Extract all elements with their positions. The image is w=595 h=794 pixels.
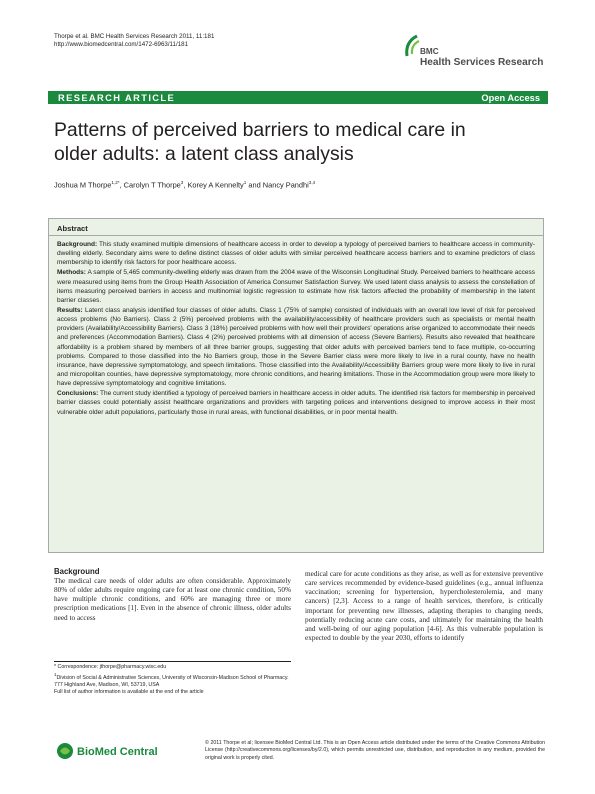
abstract-label: Background: [57, 241, 98, 248]
body-paragraph: The medical care needs of older adults are often considerable. Approximately 80% of older adults require ongoing care for at least one chronic condition, 50% have multiple chronic conditions, and 60% are managing three or more prescription medications [1]. Even in the absence of chronic illness, older adults need to access [54, 577, 291, 622]
biomed-central-logo-icon [56, 741, 186, 761]
article-type-band [48, 91, 548, 104]
journal-logo[interactable] [403, 34, 553, 74]
license-statement: © 2011 Thorpe et al; licensee BioMed Central Ltd. This is an Open Access article distributed under the terms of the Creative Commons Attribution License (http://creativecommons.org/licenses/by/2.0), which permits unrestricted use, distribution, and reproduction in any medium, provided the original work is properly cited. [205, 740, 545, 761]
abstract-heading: Abstract [57, 224, 88, 233]
author-affiliation-mark: 1 [243, 180, 247, 185]
author-affiliation-mark: 1,2* [111, 180, 120, 185]
abstract-label: Conclusions: [57, 390, 99, 398]
abstract-label: Methods: [57, 269, 86, 277]
author-info-note: Full list of author information is available at the end of the article [54, 689, 204, 696]
correspondence-footnote [54, 661, 291, 696]
author-affiliation-mark: 3,4 [308, 180, 316, 185]
abstract-text: This study examined multiple dimensions of healthcare access in order to develop a typology of perceived barriers to healthcare access in community-dwelling elderly. Secondary aims were to define distinct classes of older adults with similar perceived healthcare access barriers and to examine predictors of class membership to identify risk factors for poor healthcare access. [57, 241, 535, 267]
abstract-body [57, 240, 535, 418]
abstract-text: The current study identified a typology of perceived barriers in healthcare access in older adults. The identified risk factors for membership in perceived barrier classes could potentially assist healthcare organizations and providers with targeting polices and interventions designed to improve access in their most vulnerable older adult populations, particularly those in rural areas, with functional disabilities, or in poor mental health. [57, 390, 535, 416]
body-column-left [54, 566, 291, 623]
correspondence-email[interactable]: * Correspondence: jthorpe@pharmacy.wisc.edu [54, 664, 167, 670]
affiliation-text: Division of Social & Administrative Sciences, University of Wisconsin-Madison School of Pharmacy. 777 Highland Ave, Madison, WI, 53719, USA [54, 674, 289, 688]
author-name: and Nancy Pandhi [246, 180, 309, 190]
affiliation-mark: 1 [54, 672, 57, 678]
abstract-results [57, 306, 535, 388]
author-list [54, 180, 534, 189]
title-line-2: older adults: a latent class analysis [54, 143, 354, 165]
running-header [54, 33, 214, 50]
affiliation-note [54, 671, 291, 689]
title-line-1: Patterns of perceived barriers to medical care in [54, 119, 466, 141]
article-type-label: RESEARCH ARTICLE [58, 92, 176, 103]
author-name: , Korey A Kennelty [183, 180, 244, 190]
article-url[interactable]: http://www.biomedcentral.com/1472-6963/11/181 [54, 41, 189, 49]
abstract-methods [57, 268, 535, 305]
abstract-divider [49, 235, 543, 236]
body-paragraph: medical care for acute conditions as they arise, as well as for extensive preventive care services recommended by evidence-based guidelines (e.g., annual influenza vaccination; screening for hypertension, hypercholesterolemia, and many cancers) [2,3]. Access to a range of health services, therefore, is critically important for preventing new illnesses, adapting therapies to changing needs, potentially reducing acute care costs, and ultimately for maintaining the health and well-being of our aging population [4-6]. As this vulnerable population is expected to double by the year 2030, efforts to identify [305, 570, 543, 642]
abstract-label: Results: [57, 306, 83, 314]
publisher-logo[interactable] [56, 741, 186, 761]
logo-journal-name: Health Services Research [420, 57, 544, 68]
journal-citation: Thorpe et al. BMC Health Services Research 2011, 11:181 [54, 33, 215, 40]
section-heading: Background [54, 567, 100, 576]
author-name: , Carolyn T Thorpe [119, 180, 181, 190]
author-affiliation-mark: 3 [180, 180, 184, 185]
abstract-box [48, 218, 544, 553]
author-name: Joshua M Thorpe [54, 180, 112, 190]
article-title [54, 118, 554, 166]
publisher-logo-text: BioMed Central [77, 746, 158, 758]
abstract-conclusions [57, 389, 535, 416]
abstract-text: Latent class analysis identified four classes of older adults. Class 1 (75% of sample) consisted of individuals with an overall low level of risk for perceived access problems (No Barriers). Class 2 (5%) perceived problems with the availability/accessibility of healthcare providers such as specialists or mental health providers (Availability/Accessibility Barriers). Class 3 (18%) perceived problems with how well their providers' operations arise organized to accommodate their needs and preferences (Accommodation Barriers). Class 4 (2%) perceived problems with all dimension of access (Severe Barriers). Results also revealed that healthcare affordability is a problem shared by members of all three barrier groups, suggesting that older adults with perceived barriers tend to face multiple, co-occurring problems. Compared to those classified into the No Barriers group, those in the Severe Barrier class were more likely to live in a rural county, have no health insurance, have depressive symptomatology, and speech limitations. Those classified into the Availability/Accessibility Barriers group were more likely to live in rural and micropolitan counties, have depressive symptomatology, more chronic conditions, and hearing limitations. Those in the Accommodation group were more likely to have depressive symptomatology and cognitive limitations. [57, 306, 535, 388]
logo-bmc-text: BMC [420, 47, 439, 56]
open-access-label: Open Access [481, 92, 540, 103]
abstract-text: A sample of 5,465 community-dwelling elderly was drawn from the 2004 wave of the Wisconsin Longitudinal Study. Perceived barriers to healthcare access were measured using items from the Group Health Association of America Consumer Satisfaction Survey. We used latent class analysis to assess the constellation of items measuring perceived barriers in access and multinomial logistic regression to estimate how risk factors affected the probability of membership in the latent barrier classes. [57, 269, 535, 304]
abstract-background [57, 240, 535, 267]
body-column-right [305, 570, 543, 643]
